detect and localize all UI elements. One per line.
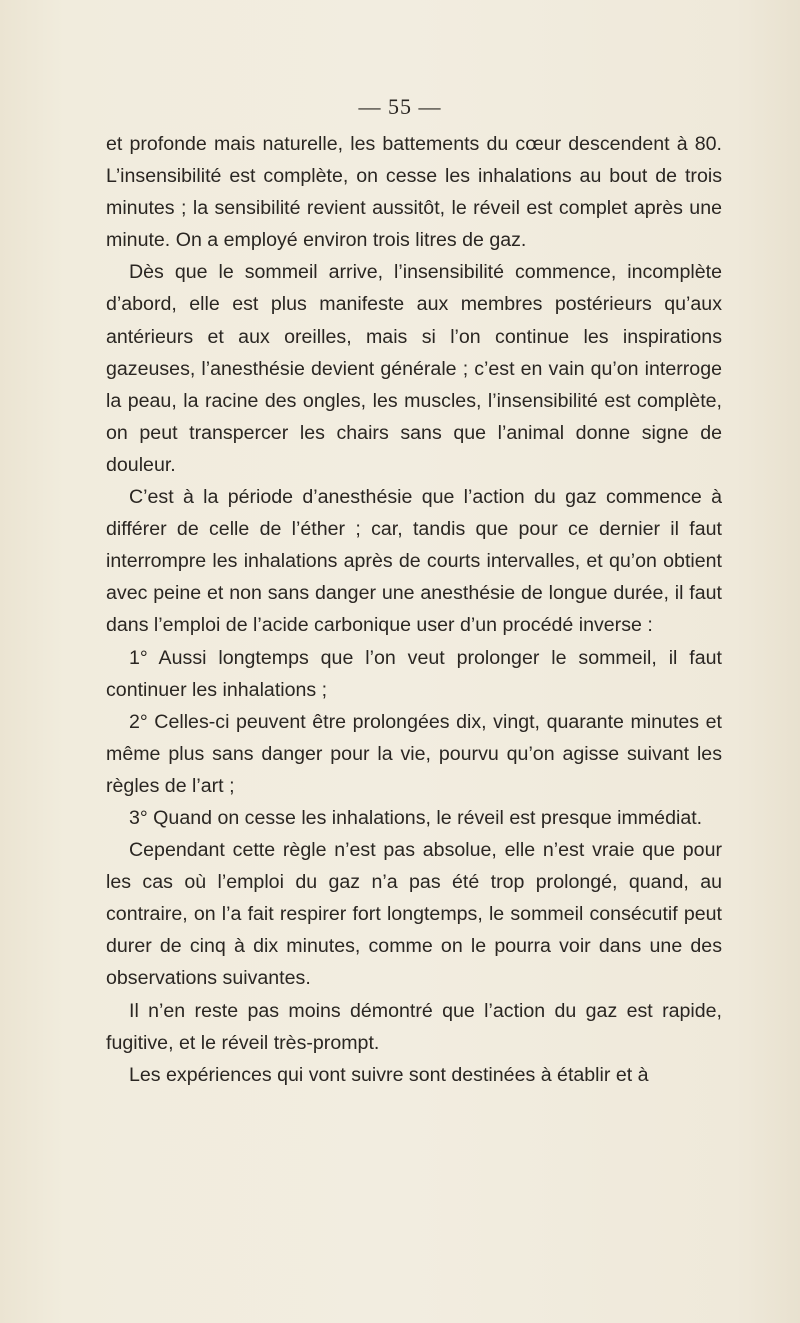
- paragraph-7: Cependant cette règle n’est pas absolue, elle n’est vraie que pour les cas où l’emploi du gaz n’a pas été trop prolongé, quand, au contraire, on l’a fait respirer fort longtemps, le sommeil consécutif peut durer de cinq à dix minutes, comme on le pourra voir dans une des observations suivantes.: [106, 839, 722, 990]
- paragraph-4: 1° Aussi longtemps que l’on veut prolonger le sommeil, il faut continuer les inhalations ;: [106, 646, 722, 701]
- body-text: [106, 128, 722, 1091]
- paragraph-6: 3° Quand on cesse les inhalations, le réveil est presque immédiat.: [129, 806, 703, 829]
- paragraph-5: 2° Celles-ci peuvent être prolongées dix, vingt, quarante minutes et même plus sans danger pour la vie, pourvu qu’on agisse suivant les règles de l’art ;: [106, 710, 722, 797]
- paragraph-9: Les expériences qui vont suivre sont destinées à établir et à: [129, 1063, 649, 1086]
- paragraph-3: C’est à la période d’anesthésie que l’action du gaz commence à différer de celle de l’éther ; car, tandis que pour ce dernier il faut interrompre les inhalations après de courts intervalles, et qu’on obtient avec peine et non sans danger une anesthésie de longue durée, il faut dans l’emploi de l’acide carbonique user d’un procédé inverse :: [106, 486, 722, 637]
- paragraph-2: Dès que le sommeil arrive, l’insensibilité commence, incomplète d’abord, elle est plus manifeste aux membres postérieurs qu’aux antérieurs et aux oreilles, mais si l’on continue les inspirations gazeuses, l’anesthésie devient générale ; c’est en vain qu’on interroge la peau, la racine des ongles, les muscles, l’insensibilité est complète, on peut transpercer les chairs sans que l’animal donne signe de douleur.: [106, 261, 722, 476]
- paragraph-1: et profonde mais naturelle, les battements du cœur descendent à 80. L’insensibilité est complète, on cesse les inhalations au bout de trois minutes ; la sensibilité revient aussitôt, le réveil est complet après une minute. On a employé environ trois litres de gaz.: [106, 133, 722, 252]
- paragraph-8: Il n’en reste pas moins démontré que l’action du gaz est rapide, fugitive, et le réveil très-prompt.: [106, 999, 722, 1054]
- page-number: — 55 —: [358, 94, 442, 119]
